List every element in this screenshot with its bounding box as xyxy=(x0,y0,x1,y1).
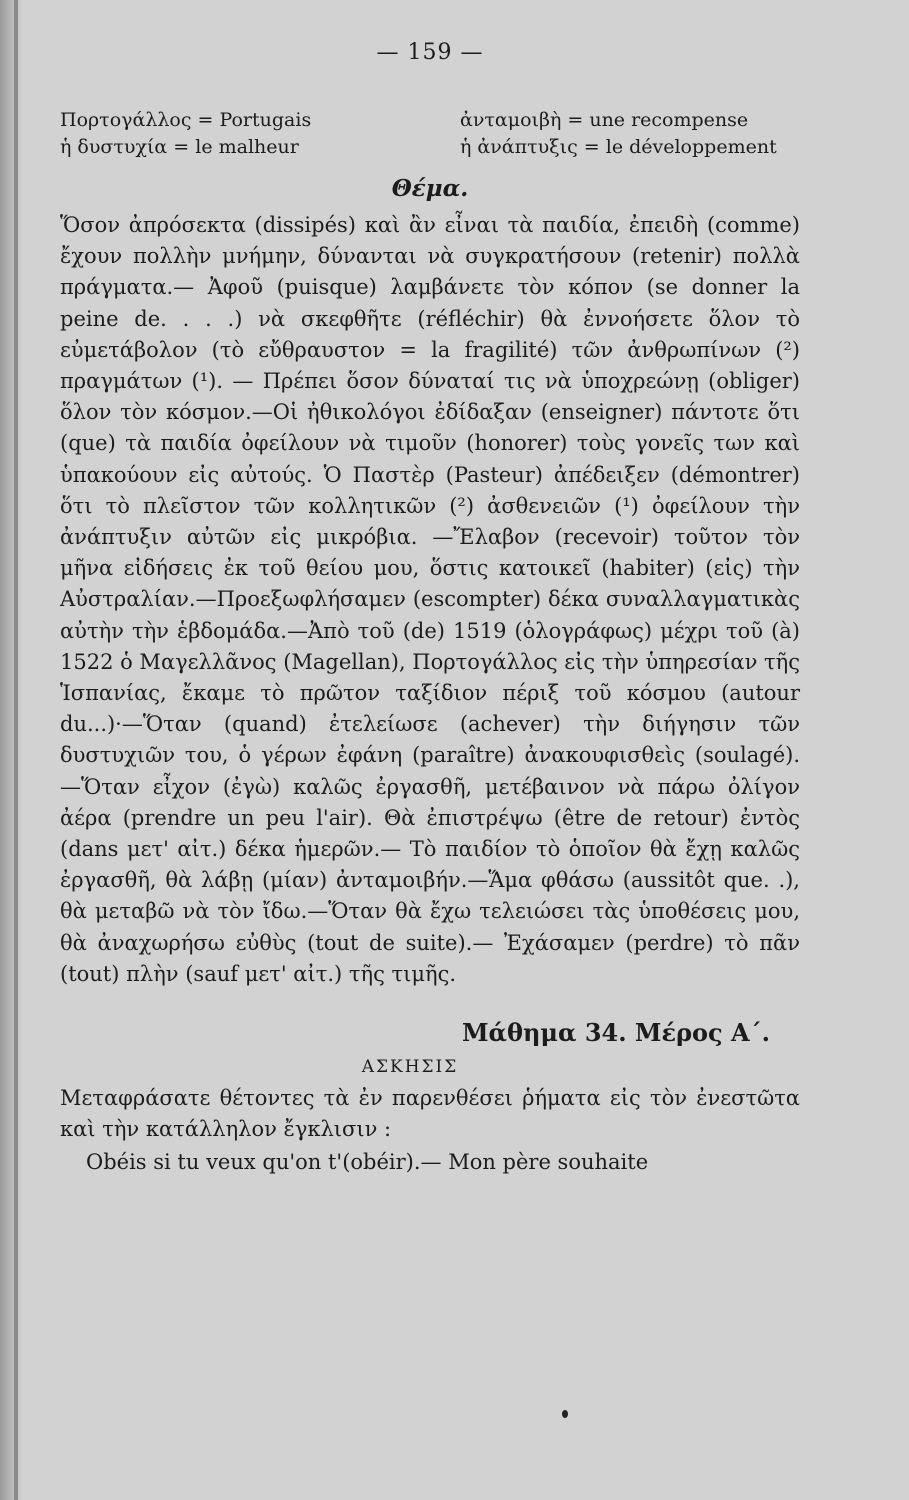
vocabulary-block xyxy=(60,107,800,161)
theme-heading: Θέμα. xyxy=(391,175,469,202)
vocabulary-right-column xyxy=(400,107,800,161)
theme-paragraph xyxy=(60,210,800,990)
theme-text: Ὅσον ἀπρόσεκτα (dissipés) καὶ ἂν εἶναι τὰ παιδία, ἐπειδὴ (comme) ἔχουν πολλὴν μνήμην, δύνανται νὰ συγκρατήσουν (retenir) πολλὰ πράγματα.— Ἀφοῦ (puisque) λαμβάνετε τὸν κόπον (se donner la peine de. . . .) νὰ σκεφθῆτε (réfléchir) θὰ ἐννοήσετε ὅλον τὸ εὐμετάβολον (τὸ εὔθραυστον = la fragilité) τῶν ἀνθρωπίνων (²) πραγμάτων (¹). — Πρέπει ὅσον δύναταί τις νὰ ὑποχρεώνῃ (obliger) ὅλον τὸν κόσμον.—Οἱ ἠθικολόγοι ἐδίδαξαν (enseigner) πάντοτε ὅτι (que) τὰ παιδία ὀφείλουν νὰ τιμοῦν (honorer) τοὺς γονεῖς των καὶ ὑπακούουν εἰς αὐτούς. Ὁ Παστὲρ (Pasteur) ἀπέδειξεν (démontrer) ὅτι τὸ πλεῖστον τῶν κολλητικῶν (²) ἀσθενειῶν (¹) ὀφείλουν τὴν ἀνάπτυξιν αὐτῶν εἰς μικρόβια. —Ἔλαβον (recevoir) τοῦτον τὸν μῆνα εἰδήσεις ἐκ τοῦ θείου μου, ὅστις κατοικεῖ (habiter) (εἰς) τὴν Αὐστραλίαν.—Προεξωφλήσαμεν (escompter) δέκα συναλλαγματικὰς αὐτὴν τὴν ἑβδομάδα.—Ἀπὸ τοῦ (de) 1519 (ὁλογράφως) μέχρι τοῦ (à) 1522 ὁ Μαγελλᾶνος (Magellan), Πορτογάλλος εἰς τὴν ὑπηρεσίαν τῆς Ἱσπανίας, ἔκαμε τὸ πρῶτον ταξίδιον πέριξ τοῦ κόσμου (autour du...)·—Ὅταν (quand) ἐτελείωσε (achever) τὴν διήγησιν τῶν δυστυχιῶν του, ὁ γέρων ἐφάνη (paraître) ἀνακουφισθεὶς (soulagé). —Ὅταν εἶχον (ἐγὼ) καλῶς ἐργασθῆ, μετέβαινον νὰ πάρω ὀλίγον ἀέρα (prendre un peu l'air). Θὰ ἐπιστρέψω (être de retour) ἐντὸς (dans μετ' αἰτ.) δέκα ἡμερῶν.— Τὸ παιδίον τὸ ὁποῖον θὰ ἔχῃ καλῶς ἐργασθῆ, θὰ λάβῃ (μίαν) ἀνταμοιβήν.—Ἅμα φθάσω (aussitôt que. .), θὰ μεταβῶ νὰ τὸν ἴδω.—Ὅταν θὰ ἔχω τελειώσει τὰς ὑποθέσεις μου, θὰ ἀναχωρήσω εὐθὺς (tout de suite).— Ἐχάσαμεν (perdre) τὸ πᾶν (tout) πλὴν (sauf μετ' αἰτ.) τῆς τιμῆς. xyxy=(60,213,801,986)
exercise-instruction: Μεταφράσατε θέτοντες τὰ ἐν παρενθέσει ῥήματα εἰς τὸν ἐνεστῶτα καὶ τὴν κατάλληλον ἔγκλισιν : xyxy=(60,1086,800,1142)
vocab-entry: ἡ ἀνάπτυξις = le développement xyxy=(460,136,777,158)
vocab-entry: ἀνταμοιβὴ = une recompense xyxy=(460,109,749,131)
ink-speck xyxy=(562,1410,568,1418)
exercise-heading: ΑΣΚΗΣΙΣ xyxy=(361,1057,459,1078)
vocabulary-left-column xyxy=(60,107,400,161)
lesson-heading: Μάθημα 34. Μέρος Α΄. xyxy=(461,1018,770,1048)
page-number: — 159 — xyxy=(376,40,484,65)
vocab-entry: Πορτογάλλος = Portugais xyxy=(60,109,312,131)
binding-edge xyxy=(14,0,18,1500)
book-page xyxy=(60,40,800,1179)
exercise-text: Obéis si tu veux qu'on t'(obéir).— Mon père souhaite xyxy=(86,1150,649,1175)
book-spine-shadow xyxy=(0,0,22,1500)
vocab-entry: ἡ δυστυχία = le malheur xyxy=(60,136,299,158)
